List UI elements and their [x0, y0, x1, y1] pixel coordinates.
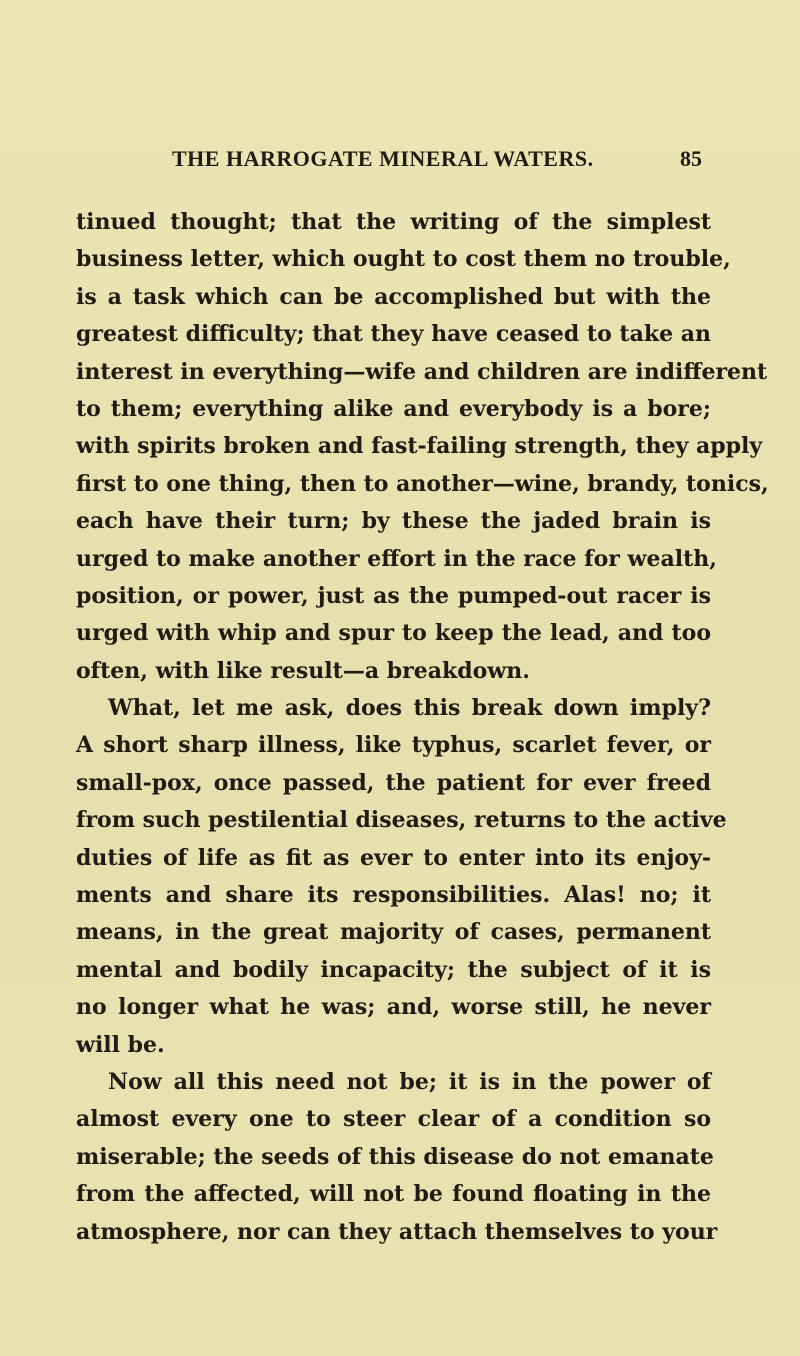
text-line: each have their turn; by these the jaded brain is [76, 508, 711, 535]
text-line: almost every one to steer clear of a condition so [76, 1106, 711, 1133]
text-line: duties of life as fit as ever to enter into its enjoy- [76, 844, 711, 871]
text-line: greatest difficulty; that they have ceased to take an [76, 321, 711, 348]
text-line: to them; everything alike and everybody is a bore; [76, 395, 711, 422]
text-line: What, let me ask, does this break down imply? [108, 695, 711, 722]
page-number: 85 [680, 146, 702, 171]
text-line: interest in everything—wife and children are indifferent [76, 358, 768, 385]
text-line: mental and bodily incapacity; the subject of it is [76, 956, 711, 983]
text-line: position, or power, just as the pumped-out racer is [76, 582, 711, 609]
text-line: from such pestilential diseases, returns to the active [76, 807, 727, 834]
text-line: from the affected, will not be found floating in the [76, 1181, 711, 1208]
body-text [76, 204, 769, 1251]
text-line: miserable; the seeds of this disease do not emanate [76, 1143, 714, 1170]
text-line: first to one thing, then to another—wine, brandy, tonics, [76, 470, 769, 497]
text-line: business letter, which ought to cost them no trouble, [76, 246, 731, 273]
text-line: urged to make another effort in the race for wealth, [76, 545, 717, 572]
text-line: atmosphere, nor can they attach themselves to your [76, 1218, 718, 1245]
text-line: often, with like result—a breakdown. [76, 657, 530, 684]
running-head: THE HARROGATE MINERAL WATERS. [172, 146, 594, 171]
text-line: is a task which can be accomplished but with the [76, 283, 711, 310]
text-line: A short sharp illness, like typhus, scarlet fever, or [76, 732, 711, 759]
text-line: means, in the great majority of cases, permanent [76, 919, 711, 946]
text-line: no longer what he was; and, worse still, he never [76, 994, 711, 1021]
text-line: small-pox, once passed, the patient for ever freed [76, 769, 711, 796]
text-line: Now all this need not be; it is in the power of [108, 1068, 711, 1095]
text-line: urged with whip and spur to keep the lead, and too [76, 620, 711, 647]
text-line: ments and share its responsibilities. Alas! no; it [76, 882, 711, 909]
text-line: will be. [76, 1031, 165, 1058]
text-line: tinued thought; that the writing of the simplest [76, 209, 711, 235]
text-line: with spirits broken and fast-failing strength, they apply [76, 433, 763, 460]
page-header [172, 146, 702, 178]
